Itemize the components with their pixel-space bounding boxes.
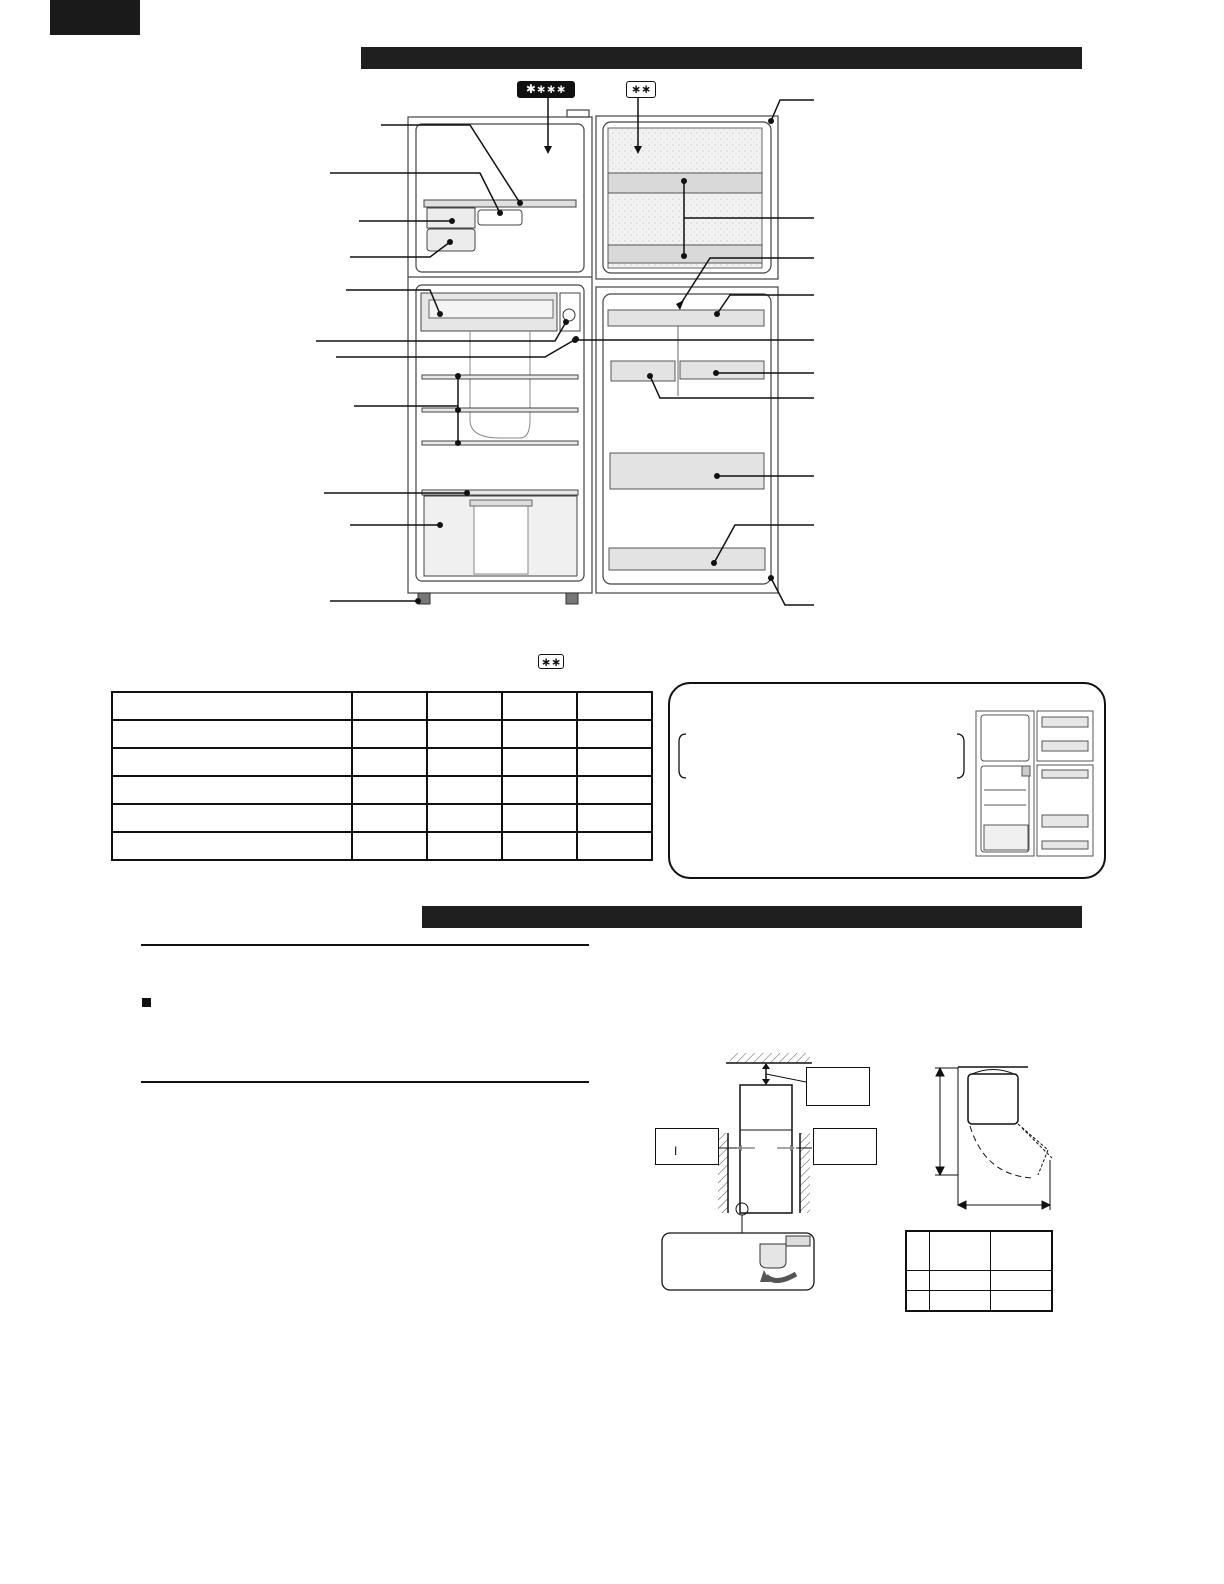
table-row (112, 692, 652, 720)
left-clearance-mark: I (674, 1144, 678, 1158)
table-row (112, 832, 652, 860)
four-star-freezer-symbol: ✱∗∗∗ (517, 81, 575, 98)
table-row (112, 776, 652, 804)
two-star-compartment-symbol: ∗∗ (626, 81, 656, 98)
two-star-note-symbol: ∗∗ (538, 654, 564, 669)
table-row (906, 1271, 1052, 1291)
ice-tray (427, 208, 522, 251)
table-row (906, 1291, 1052, 1312)
table-row (112, 748, 652, 776)
note-box (668, 682, 1106, 879)
subsection-rule-bottom (141, 1081, 589, 1083)
fridge-shelves (422, 375, 578, 495)
table-row (906, 1231, 1052, 1271)
door-dimension-table (905, 1230, 1053, 1312)
section-heading-bar-installation (422, 906, 1082, 928)
top-clearance-label-box (806, 1067, 870, 1106)
bullet-square-icon (142, 998, 151, 1007)
specification-table (111, 691, 653, 861)
door-swing-diagram (935, 1067, 1052, 1210)
right-clearance-label-box (813, 1128, 877, 1165)
table-row (112, 804, 652, 832)
table-row (112, 720, 652, 748)
left-clearance-label-box (655, 1128, 719, 1165)
installation-clearance-diagram (662, 1053, 814, 1290)
subsection-rule-top (141, 944, 589, 946)
